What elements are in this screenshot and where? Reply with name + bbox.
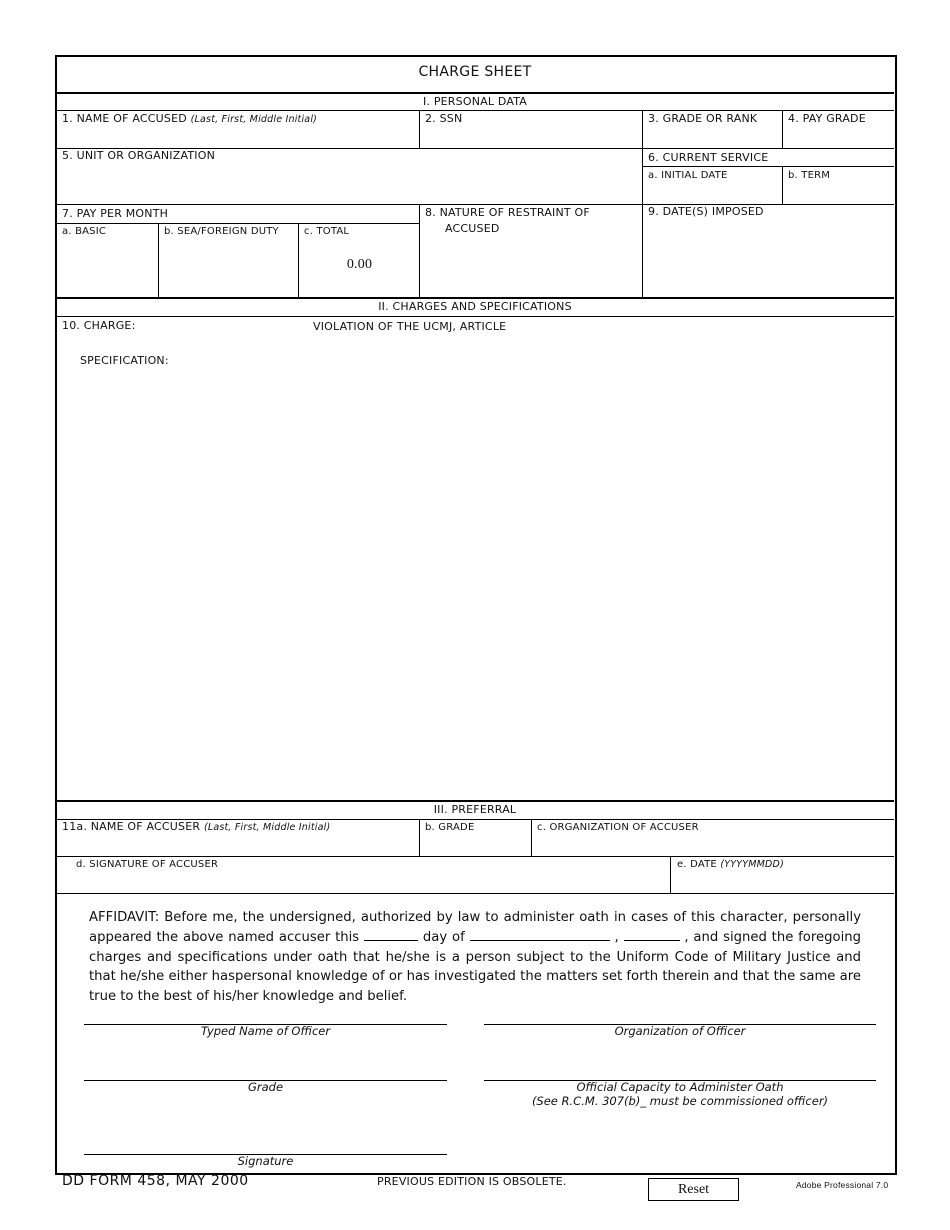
divider — [56, 92, 894, 94]
name-of-accuser-label: 11a. NAME OF ACCUSER (Last, First, Middle Initial) — [62, 820, 331, 833]
divider — [642, 148, 643, 205]
basic-pay-field[interactable] — [60, 244, 156, 284]
form-number: DD FORM 458, MAY 2000 — [62, 1173, 249, 1189]
divider — [56, 893, 894, 894]
total-pay-value[interactable]: 0.00 — [346, 257, 373, 272]
nature-of-restraint-label: 8. NATURE OF RESTRAINT OF ACCUSED — [425, 206, 590, 235]
divider — [56, 316, 894, 317]
divider — [56, 800, 894, 802]
divider — [782, 166, 783, 205]
total-pay-label: c. TOTAL — [304, 226, 350, 237]
official-capacity-caption: Official Capacity to Administer Oath (See R.C.M. 307(b)_ must be commissioned officer) — [531, 1080, 829, 1108]
affidavit-text: AFFIDAVIT: Before me, the undersigned, authorized by law to administer oath in cases of this character, personally appeared the above named accuser this day of , , and signed the foregoing charges and specifications under oath that he/she is a person subject to the Uniform Code of Military Justice and that he/she either haspersonal knowledge of or has investigated the matters set forth therein and that the same are true to the best of his/her knowledge and belief. — [89, 910, 861, 1004]
affidavit-year-field[interactable] — [624, 927, 680, 941]
section-heading-personal-data: I. PERSONAL DATA — [422, 95, 528, 108]
divider — [158, 223, 159, 298]
divider — [531, 819, 532, 857]
producer-note: Adobe Professional 7.0 — [796, 1180, 889, 1190]
article-field[interactable] — [532, 318, 888, 336]
charge-label: 10. CHARGE: — [62, 319, 136, 332]
unit-or-organization-label: 5. UNIT OR ORGANIZATION — [62, 149, 216, 162]
accuser-organization-label: c. ORGANIZATION OF ACCUSER — [537, 822, 699, 833]
accuser-grade-label: b. GRADE — [425, 822, 475, 833]
name-of-accused-field[interactable] — [60, 128, 416, 146]
ssn-field[interactable] — [423, 128, 639, 146]
pay-grade-field[interactable] — [786, 128, 890, 146]
affidavit-day-field[interactable] — [364, 927, 418, 941]
name-of-accused-label: 1. NAME OF ACCUSED (Last, First, Middle Initial) — [62, 112, 318, 125]
divider — [419, 204, 420, 298]
dates-imposed-field[interactable] — [646, 222, 890, 294]
divider — [298, 223, 299, 298]
divider — [642, 110, 643, 148]
section-heading-charges: II. CHARGES AND SPECIFICATIONS — [378, 300, 572, 313]
accuser-date-label: e. DATE (YYYYMMDD) — [677, 859, 784, 870]
signature-of-accuser-label: d. SIGNATURE OF ACCUSER — [76, 859, 219, 870]
organization-caption: Organization of Officer — [614, 1024, 746, 1038]
specification-label: SPECIFICATION: — [80, 354, 169, 367]
pay-grade-label: 4. PAY GRADE — [788, 112, 866, 125]
divider — [56, 223, 420, 224]
divider — [419, 110, 420, 148]
specification-field[interactable] — [60, 372, 888, 796]
accuser-grade-field[interactable] — [423, 836, 529, 854]
signature-of-accuser-field[interactable] — [76, 874, 666, 892]
grade-or-rank-label: 3. GRADE OR RANK — [648, 112, 758, 125]
form-title: CHARGE SHEET — [418, 64, 532, 80]
term-field[interactable] — [786, 184, 890, 202]
sea-foreign-duty-label: b. SEA/FOREIGN DUTY — [164, 226, 279, 237]
unit-or-organization-field[interactable] — [60, 166, 638, 202]
initial-date-label: a. INITIAL DATE — [648, 170, 728, 181]
reset-button[interactable]: Reset — [648, 1178, 739, 1201]
divider — [56, 856, 894, 857]
name-of-accuser-field[interactable] — [60, 836, 416, 854]
accuser-organization-field[interactable] — [535, 836, 889, 854]
divider — [419, 819, 420, 857]
basic-pay-label: a. BASIC — [62, 226, 107, 237]
divider — [56, 297, 894, 299]
divider — [56, 110, 894, 111]
grade-caption: Grade — [247, 1080, 284, 1094]
divider — [670, 856, 671, 894]
pay-per-month-label: 7. PAY PER MONTH — [62, 207, 169, 220]
divider — [642, 166, 894, 167]
grade-or-rank-field[interactable] — [646, 128, 780, 146]
dates-imposed-label: 9. DATE(S) IMPOSED — [648, 205, 764, 218]
divider — [782, 110, 783, 148]
divider — [642, 204, 643, 298]
accuser-date-field[interactable] — [676, 874, 890, 892]
sea-foreign-duty-field[interactable] — [162, 244, 296, 284]
nature-of-restraint-field[interactable] — [423, 240, 639, 294]
violation-label: VIOLATION OF THE UCMJ, ARTICLE — [313, 320, 507, 333]
previous-edition-note: PREVIOUS EDITION IS OBSOLETE. — [377, 1175, 567, 1188]
current-service-label: 6. CURRENT SERVICE — [648, 151, 769, 164]
ssn-label: 2. SSN — [425, 112, 463, 125]
initial-date-field[interactable] — [646, 184, 780, 202]
term-label: b. TERM — [788, 170, 831, 181]
section-heading-preferral: III. PREFERRAL — [433, 803, 517, 816]
signature-caption: Signature — [237, 1154, 294, 1168]
typed-name-caption: Typed Name of Officer — [200, 1024, 331, 1038]
affidavit-month-field[interactable] — [470, 927, 610, 941]
